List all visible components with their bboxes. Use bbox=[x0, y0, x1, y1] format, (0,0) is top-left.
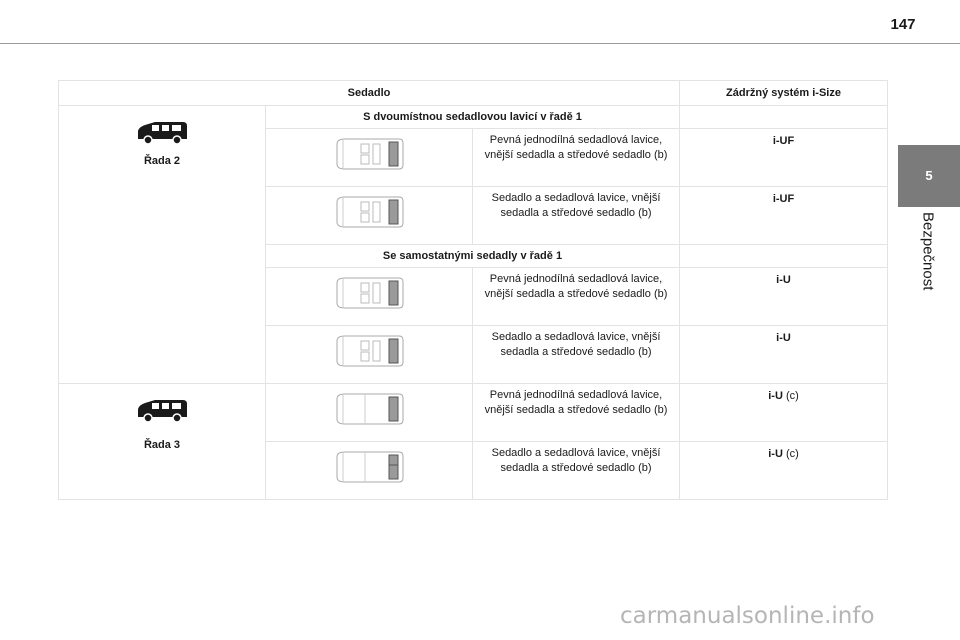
section-title: Se samostatnými sedadly v řadě 1 bbox=[266, 245, 680, 268]
system-value: i-U bbox=[768, 448, 783, 460]
seat-layout-top-view-icon bbox=[333, 393, 405, 425]
seat-diagram-cell bbox=[266, 442, 473, 500]
table-header-row bbox=[59, 81, 888, 106]
option-description: Sedadlo a sedadlová lavice, vnější sedadla a středové sedadlo (b) bbox=[473, 442, 680, 500]
seat-diagram-cell bbox=[266, 384, 473, 442]
page-number: 147 bbox=[890, 16, 916, 33]
system-cell bbox=[680, 187, 888, 245]
system-cell bbox=[680, 442, 888, 500]
seat-diagram-cell bbox=[266, 187, 473, 245]
row-3-cell bbox=[59, 384, 266, 500]
system-note: (c) bbox=[782, 448, 799, 460]
system-cell bbox=[680, 384, 888, 442]
chapter-title-text: Bezpečnost bbox=[919, 212, 937, 291]
header-seat: Sedadlo bbox=[59, 81, 680, 106]
header-system: Zádržný systém i-Size bbox=[680, 81, 888, 106]
system-cell bbox=[680, 129, 888, 187]
header-rule bbox=[0, 43, 960, 44]
system-note: (c) bbox=[782, 390, 799, 402]
table-row bbox=[59, 106, 888, 129]
seat-diagram-cell bbox=[266, 268, 473, 326]
row-label: Řada 2 bbox=[143, 155, 181, 167]
chapter-title bbox=[918, 212, 938, 312]
seat-layout-top-view-icon bbox=[333, 196, 405, 228]
van-side-icon bbox=[59, 120, 265, 149]
system-value: i-UF bbox=[772, 193, 795, 205]
option-description: Sedadlo a sedadlová lavice, vnější sedadla a středové sedadlo (b) bbox=[473, 326, 680, 384]
table-row bbox=[59, 384, 888, 442]
option-description: Pevná jednodílná sedadlová lavice, vnější sedadla a středové sedadlo (b) bbox=[473, 384, 680, 442]
system-value: i-UF bbox=[772, 135, 795, 147]
row-2-cell bbox=[59, 106, 266, 384]
system-value: i-U bbox=[768, 390, 783, 402]
section-title: S dvoumístnou sedadlovou lavicí v řadě 1 bbox=[266, 106, 680, 129]
seat-layout-top-view-icon bbox=[333, 277, 405, 309]
system-cell bbox=[680, 268, 888, 326]
seat-diagram-cell bbox=[266, 129, 473, 187]
system-value: i-U bbox=[776, 274, 791, 286]
system-cell bbox=[680, 326, 888, 384]
seat-diagram-cell bbox=[266, 326, 473, 384]
van-side-icon bbox=[59, 398, 265, 427]
seat-layout-top-view-icon bbox=[333, 451, 405, 483]
seat-layout-top-view-icon bbox=[333, 335, 405, 367]
watermark: carmanualsonline.info bbox=[620, 603, 875, 629]
seat-layout-top-view-icon bbox=[333, 138, 405, 170]
empty-cell bbox=[680, 106, 888, 129]
system-value: i-U bbox=[776, 332, 791, 344]
row-label: Řada 3 bbox=[143, 439, 181, 451]
chapter-number-tab[interactable]: 5 bbox=[898, 145, 960, 207]
seat-compatibility-table bbox=[58, 80, 888, 500]
option-description: Pevná jednodílná sedadlová lavice, vnější sedadla a středové sedadlo (b) bbox=[473, 129, 680, 187]
empty-cell bbox=[680, 245, 888, 268]
option-description: Sedadlo a sedadlová lavice, vnější sedadla a středové sedadlo (b) bbox=[473, 187, 680, 245]
option-description: Pevná jednodílná sedadlová lavice, vnější sedadla a středové sedadlo (b) bbox=[473, 268, 680, 326]
